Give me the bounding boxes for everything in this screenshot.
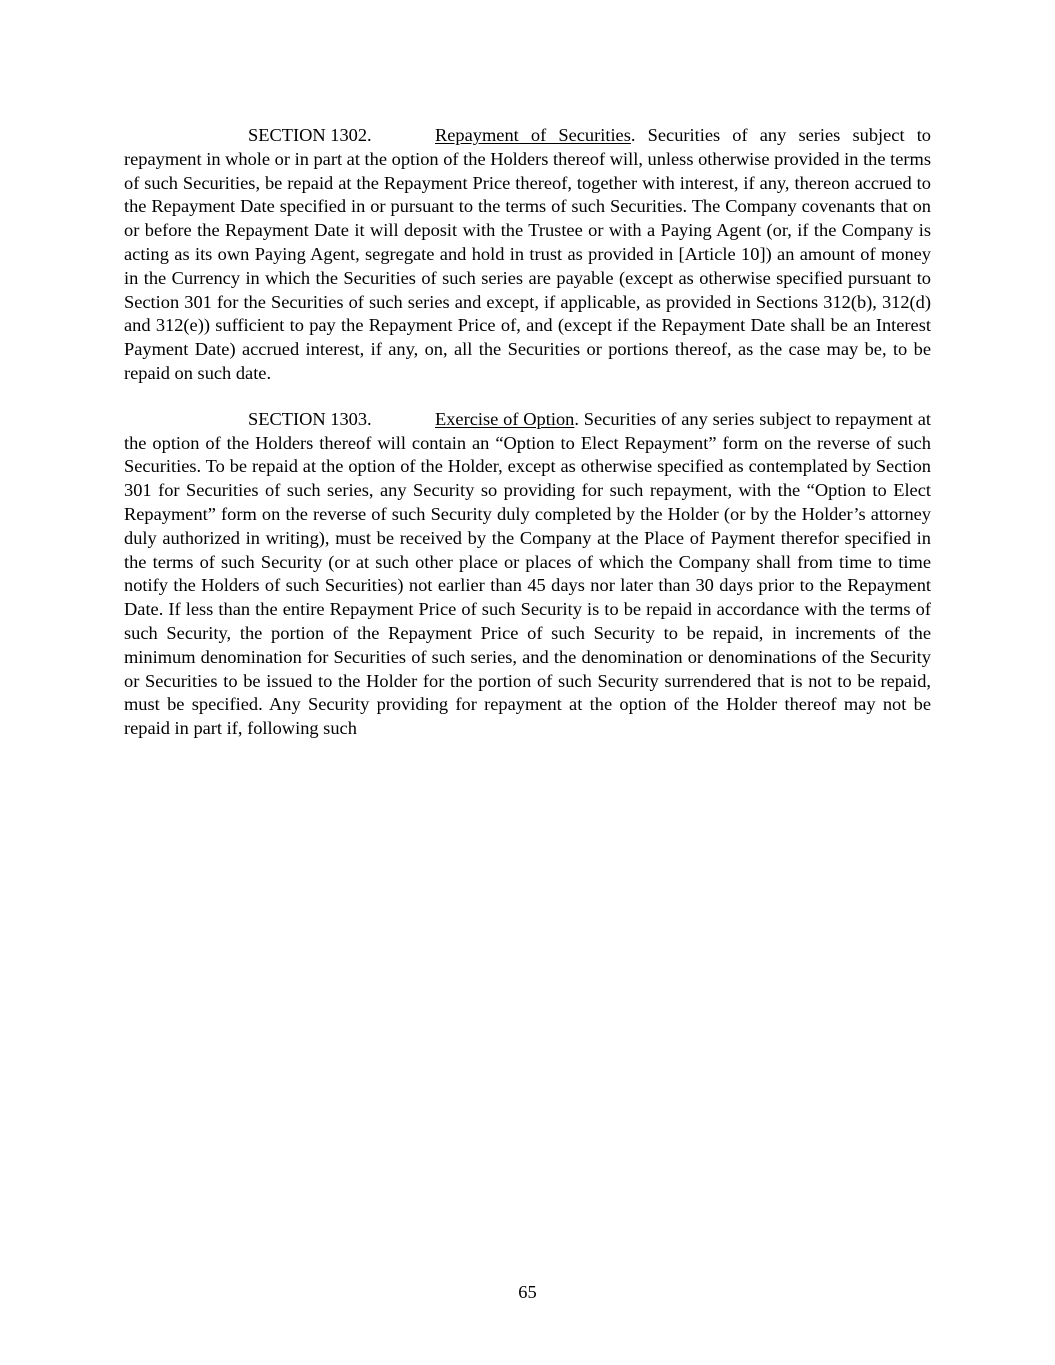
section-body-text: Securities of any series subject to repayment at the option of the Holders thereof will contain an “Option to Elect Repayment” form on the reverse of such Securities. To be repaid at the option of the Holder, except as otherwise specified as contemplated by Section 301 for Securities of such series, any Security so providing for such repayment, with the “Option to Elect Repayment” form on the reverse of such Security duly completed by the Holder (or by the Holder’s attorney duly authorized in writing), must be received by the Company at the Place of Payment therefor specified in the terms of such Security (or at such other place or places of which the Company shall from time to time notify the Holders of such Securities) not earlier than 45 days nor later than 30 days prior to the Repayment Date. If less than the entire Repayment Price of such Security is to be repaid in accordance with the terms of such Security, the portion of the Repayment Price of such Security to be repaid, in increments of the minimum denomination for Securities of such series, and the denomination or denominations of the Security or Securities to be issued to the Holder for the portion of such Security surrendered that is not to be repaid, must be specified. Any Security providing for repayment at the option of the Holder thereof may not be repaid in part if, following such — [124, 408, 931, 739]
section-number: SECTION 1303. — [248, 408, 372, 429]
heading-punctuation: . — [574, 408, 579, 429]
section-body-text: Securities of any series subject to repayment in whole or in part at the option of the Holders thereof will, unless otherwise provided in the terms of such Securities, be repaid at the Repayment Price thereof, together with interest, if any, thereon accrued to the Repayment Date specified in or pursuant to the terms of such Securities. The Company covenants that on or before the Repayment Date it will deposit with the Trustee or with a Paying Agent (or, if the Company is acting as its own Paying Agent, segregate and hold in trust as provided in [Article 10]) an amount of money in the Currency in which the Securities of such series are payable (except as otherwise specified pursuant to Section 301 for the Securities of such series and except, if applicable, as provided in Sections 312(b), 312(d) and 312(e)) sufficient to pay the Repayment Price of, and (except if the Repayment Date shall be an Interest Payment Date) accrued interest, if any, on, all the Securities or portions thereof, as the case may be, to be repaid on such date. — [124, 125, 932, 383]
section-1303-paragraph — [124, 408, 931, 741]
section-heading: Repayment of Securities — [435, 125, 631, 145]
section-1302-paragraph — [124, 124, 931, 386]
document-body — [124, 124, 931, 741]
section-heading: Exercise of Option — [435, 408, 575, 429]
page-number: 65 — [518, 1282, 537, 1302]
heading-punctuation: . — [630, 125, 636, 145]
section-number: SECTION 1302. — [248, 125, 372, 145]
